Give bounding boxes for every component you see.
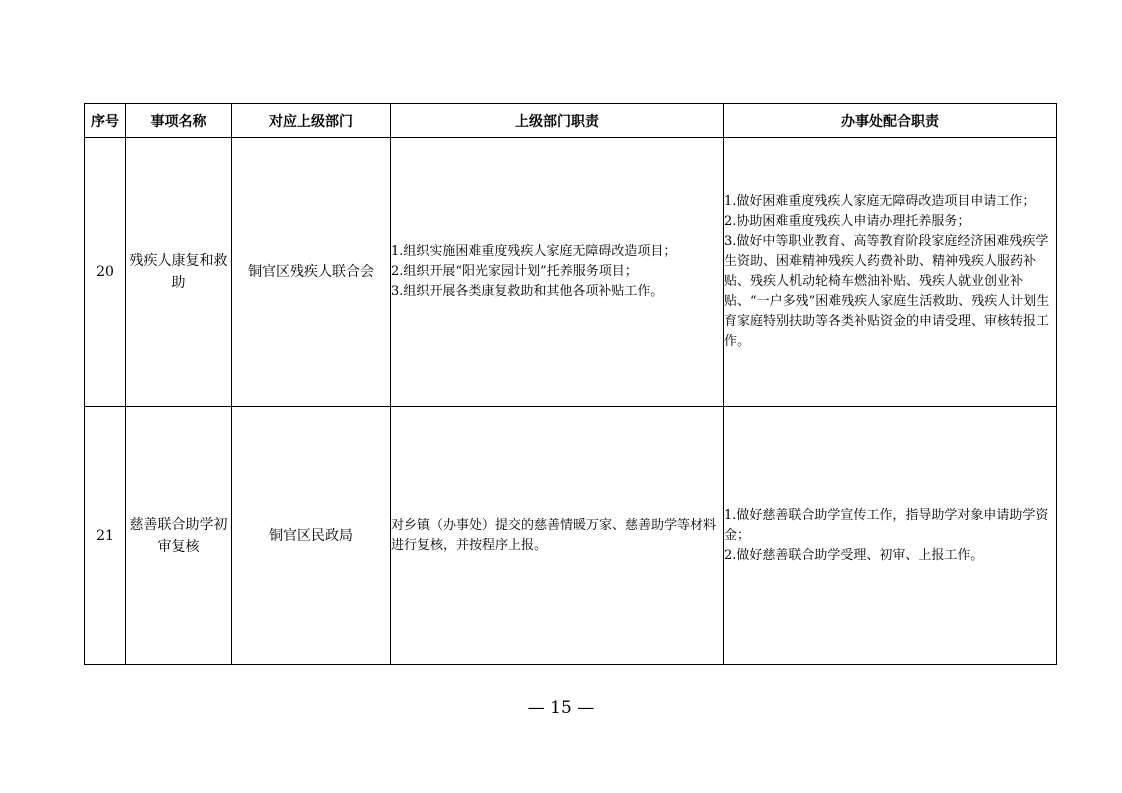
coop-line: 2.做好慈善联合助学受理、初审、上报工作。 [724, 547, 984, 563]
coop-line: 3.做好中等职业教育、高等教育阶段家庭经济困难残疾学生资助、困难精神残疾人药费补助、精神残疾人服药补贴、残疾人机动轮椅车燃油补贴、残疾人就业创业补贴、“一户多残”困难残疾人家庭生活救助、残疾人计划生育家庭特别扶助等各类补贴资金的申请受理、审核转报工作。 [724, 234, 1050, 349]
coop-line: 1.做好慈善联合助学宣传工作，指导助学对象申请助学资金； [724, 507, 1049, 543]
responsibility-table [84, 103, 1057, 665]
row-item-name: 慈善联合助学初审复核 [126, 407, 232, 665]
coop-line: 2.协助困难重度残疾人申请办理托养服务； [724, 214, 971, 229]
row-office-cooperation [724, 407, 1057, 665]
table-row [85, 407, 1057, 665]
header-office-cooperation: 办事处配合职责 [724, 104, 1057, 138]
page-number: — 15 — [527, 698, 595, 718]
row-superior-dept: 铜官区民政局 [232, 407, 391, 665]
row-seq: 20 [85, 138, 126, 407]
table-row [85, 138, 1057, 407]
header-seq: 序号 [85, 104, 126, 138]
row-superior-duty [391, 138, 724, 407]
duty-line: 2.组织开展“阳光家园计划”托养服务项目； [391, 264, 638, 279]
duty-line: 1.组织实施困难重度残疾人家庭无障碍改造项目； [391, 244, 677, 259]
header-item-name: 事项名称 [126, 104, 232, 138]
duty-line: 对乡镇（办事处）提交的慈善情暖万家、慈善助学等材料进行复核，并按程序上报。 [391, 517, 717, 553]
duty-line: 3.组织开展各类康复救助和其他各项补贴工作。 [391, 284, 664, 299]
header-superior-duty: 上级部门职责 [391, 104, 724, 138]
coop-line: 1.做好困难重度残疾人家庭无障碍改造项目申请工作； [724, 194, 1036, 209]
row-seq: 21 [85, 407, 126, 665]
row-superior-duty [391, 407, 724, 665]
row-superior-dept: 铜官区残疾人联合会 [232, 138, 391, 407]
header-superior-dept: 对应上级部门 [232, 104, 391, 138]
row-office-cooperation [724, 138, 1057, 407]
row-item-name: 残疾人康复和救助 [126, 138, 232, 407]
header-row [85, 104, 1057, 138]
